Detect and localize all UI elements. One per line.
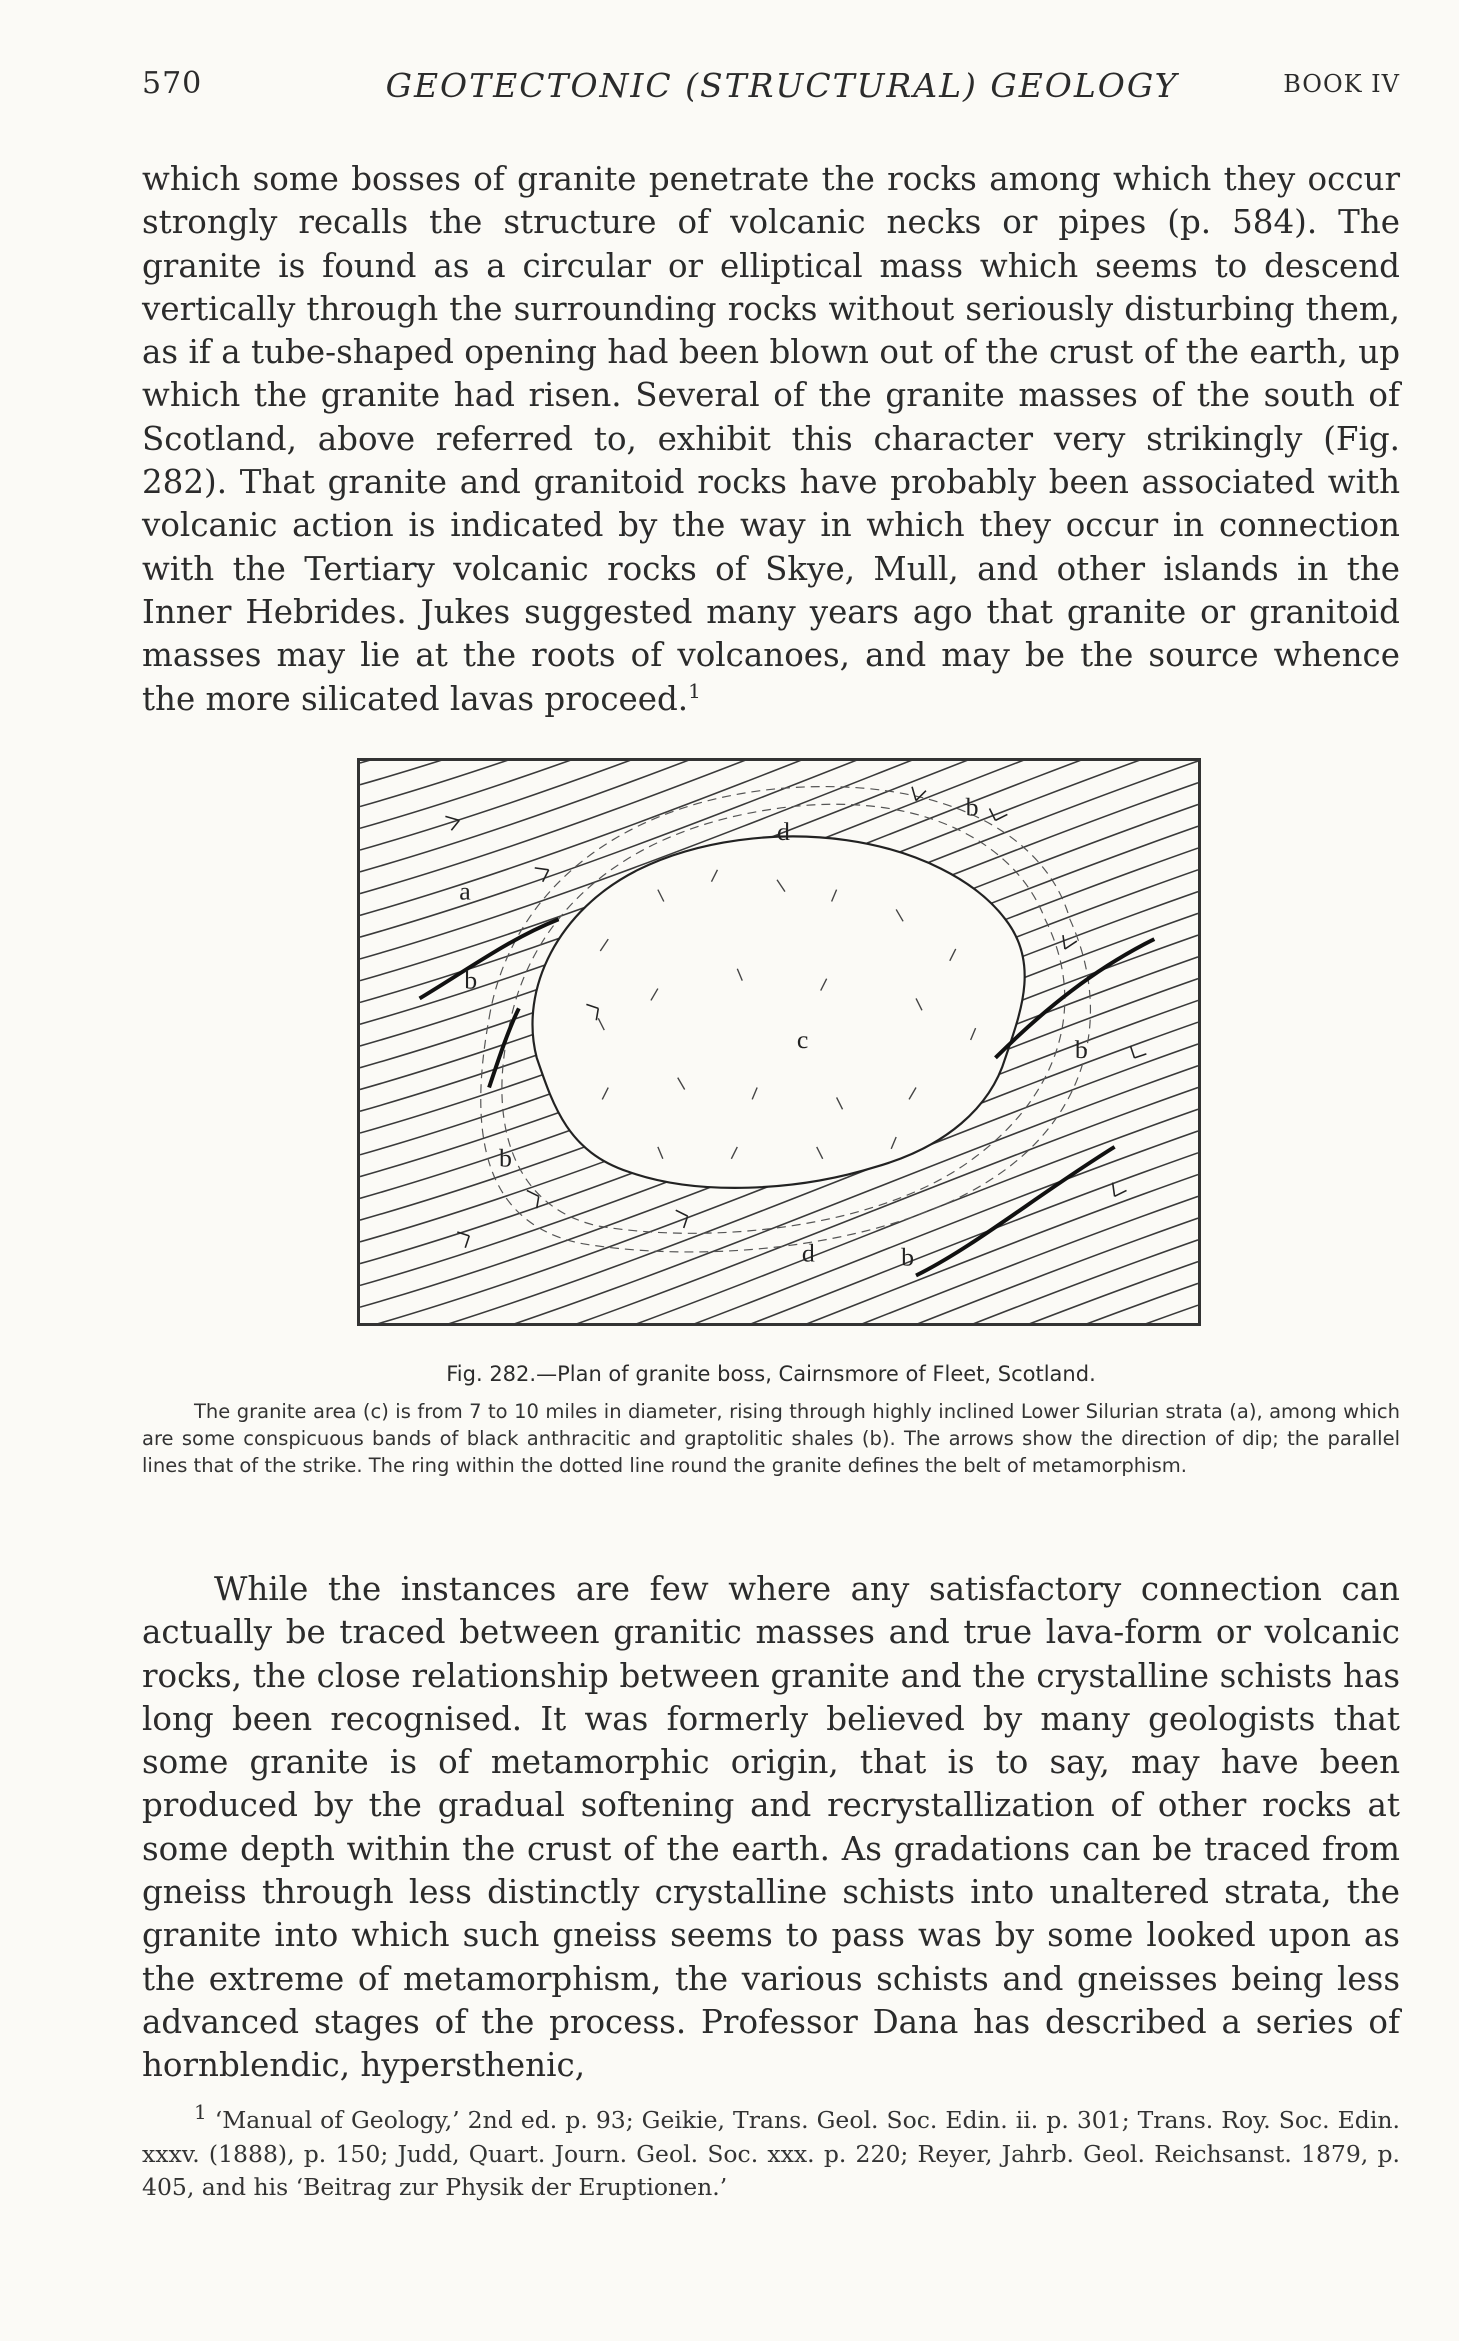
figure-granite-boss-plan	[357, 758, 1201, 1326]
granite-boundary	[533, 836, 1025, 1187]
label-b-bottom: b	[901, 1242, 915, 1272]
paragraph-1-text: which some bosses of granite penetrate the rocks among which they occur strongly recalls the structure of volcanic necks or pipes (p. 584). The granite is found as a circular or elliptical mass which seems to descend vertically through the surrounding rocks without seriously disturbing them, as if a tube-shaped opening had been blown out of the crust of the earth, up which the granite had risen. Several of the granite masses of the south of Scotland, above referred to, exhibit this character very strikingly (Fig. 282). That granite and granitoid rocks have probably been associated with volcanic action is indicated by the way in which they occur in connection with the Tertiary volcanic rocks of Skye, Mull, and other islands in the Inner Hebrides. Jukes suggested many years ago that granite or granitoid masses may lie at the roots of volcanoes, and may be the source whence the more silicated lavas proceed.	[142, 160, 1400, 718]
label-d-bottom: d	[801, 1238, 815, 1268]
figure-caption-body: The granite area (c) is from 7 to 10 miles in diameter, rising through highly inclined Lower Silurian strata (a), among which are some conspicuous bands of black anthracitic and graptolitic shales (b). The arrows show the direction of dip; the parallel lines that of the strike. The ring within the dotted line round the granite defines the belt of metamorphism.	[142, 1400, 1400, 1477]
label-b-left: b	[464, 965, 478, 995]
figure-caption-title: Fig. 282.—Plan of granite boss, Cairnsmore of Fleet, Scotland.	[446, 1362, 1096, 1386]
footnote-mark: 1	[194, 2100, 207, 2125]
label-c: c	[796, 1024, 809, 1054]
strike-line	[360, 1240, 1198, 1323]
strike-line	[360, 1175, 1198, 1323]
label-d-top: d	[777, 817, 790, 847]
running-header	[142, 66, 1400, 116]
strike-line	[360, 761, 1198, 785]
strike-line	[360, 1262, 1198, 1323]
running-title: GEOTECTONIC (STRUCTURAL) GEOLOGY	[385, 66, 1179, 105]
label-b-top: b	[965, 792, 979, 822]
page-number: 570	[142, 66, 203, 101]
body-paragraph-1	[142, 158, 1400, 721]
strike-line	[360, 1196, 1198, 1323]
label-b-right: b	[1074, 1034, 1088, 1064]
footnote-text: ‘Manual of Geology,’ 2nd ed. p. 93; Geikie, Trans. Geol. Soc. Edin. ii. p. 301; Trans. Roy. Soc. Edin. xxxv. (1888), p. 150; Judd, Quart. Journ. Geol. Soc. xxx. p. 220; Reyer, Jahrb. Geol. Reichsanst. 1879, p. 405, and his ‘Beitrag zur Physik der Eruptionen.’	[142, 2106, 1400, 2201]
label-b-lower-left: b	[499, 1143, 512, 1173]
label-a: a	[459, 876, 471, 906]
strike-line	[360, 761, 1198, 807]
footnote	[142, 2100, 1400, 2205]
granite-plan-diagram	[360, 761, 1198, 1323]
body-paragraph-2: While the instances are few where any satisfactory connection can actually be traced between granitic masses and true lava-form or volcanic rocks, the close relationship between granite and the crystalline schists has long been recognised. It was formerly believed by many geologists that some granite is of metamorphic origin, that is to say, may have been produced by the gradual softening and recrystallization of other rocks at some depth within the crust of the earth. As gradations can be traced from gneiss through less distinctly crystalline schists into unaltered strata, the granite into which such gneiss seems to pass was by some looked upon as the extreme of metamorphism, the various schists and gneisses being less advanced stages of the process. Professor Dana has described a series of hornblendic, hypersthenic,	[142, 1570, 1400, 2085]
book-label: BOOK IV	[1283, 70, 1400, 98]
footnote-reference: 1	[688, 678, 701, 703]
